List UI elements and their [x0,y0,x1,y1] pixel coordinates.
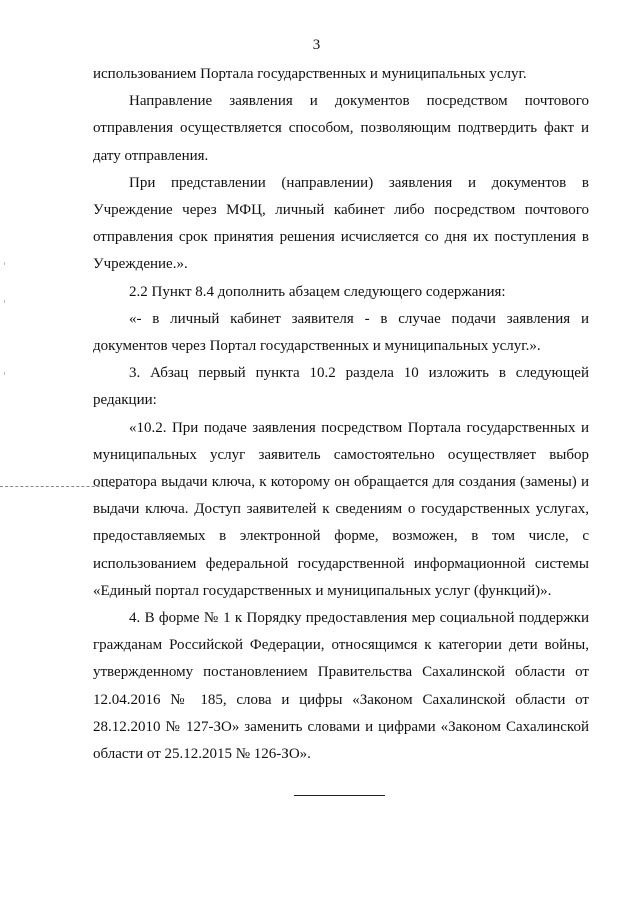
paragraph-item-10-2: «10.2. При подаче заявления посредством Портала государственных и муниципальных услуг заявитель самостоятельно осуществляет выбор оператора выдачи ключа, к которому он обращается для создания (замены) и выдачи ключа. Доступ заявителей к сведениям о государственных услугах, предоставляемых в электронной форме, возможен, в том числе, с использованием федеральной государственной информационной системы «Единый портал государственных и муниципальных услуг (функций)». [93,419,589,599]
paragraph-postal-sending: Направление заявления и документов посредством почтового отправления осуществляется способом, позволяющим подтвердить факт и дату отправления. [93,93,589,164]
paragraph-item-4: 4. В форме № 1 к Порядку предоставления мер социальной поддержки гражданам Российской Федерации, относящимся к категории дети войны, утвержденному постановлением Правительства Сахалинской области от 12.04.2016 № 185, слова и цифры «Законом Сахалинской области от 28.12.2010 № 127-ЗО» заменить словами и цифрами «Законом Сахалинской области от 25.12.2015 № 126-ЗО». [93,610,589,763]
paragraph-item-3: 3. Абзац первый пункта 10.2 раздела 10 изложить в следующей редакции: [93,365,589,409]
document-body [93,61,589,768]
page-number: 3 [312,37,321,53]
paragraph-personal-cabinet: «- в личный кабинет заявителя - в случае подачи заявления и документов через Портал государственных и муниципальных услуг.». [93,310,589,355]
margin-scan-dot [4,300,5,303]
margin-scan-dot [4,372,5,375]
margin-scan-dot [4,262,5,265]
paragraph-continuation: использованием Портала государственных и муниципальных услуг. [93,66,527,82]
margin-scan-mark [0,486,120,487]
separator-line [294,795,385,796]
paragraph-item-2-2: 2.2 Пункт 8.4 дополнить абзацем следующего содержания: [129,283,506,300]
paragraph-decision-term: При представлении (направлении) заявления и документов в Учреждение через МФЦ, личный кабинет либо посредством почтового отправления срок принятия решения исчисляется со дня их поступления в Учреждение.». [93,174,589,273]
